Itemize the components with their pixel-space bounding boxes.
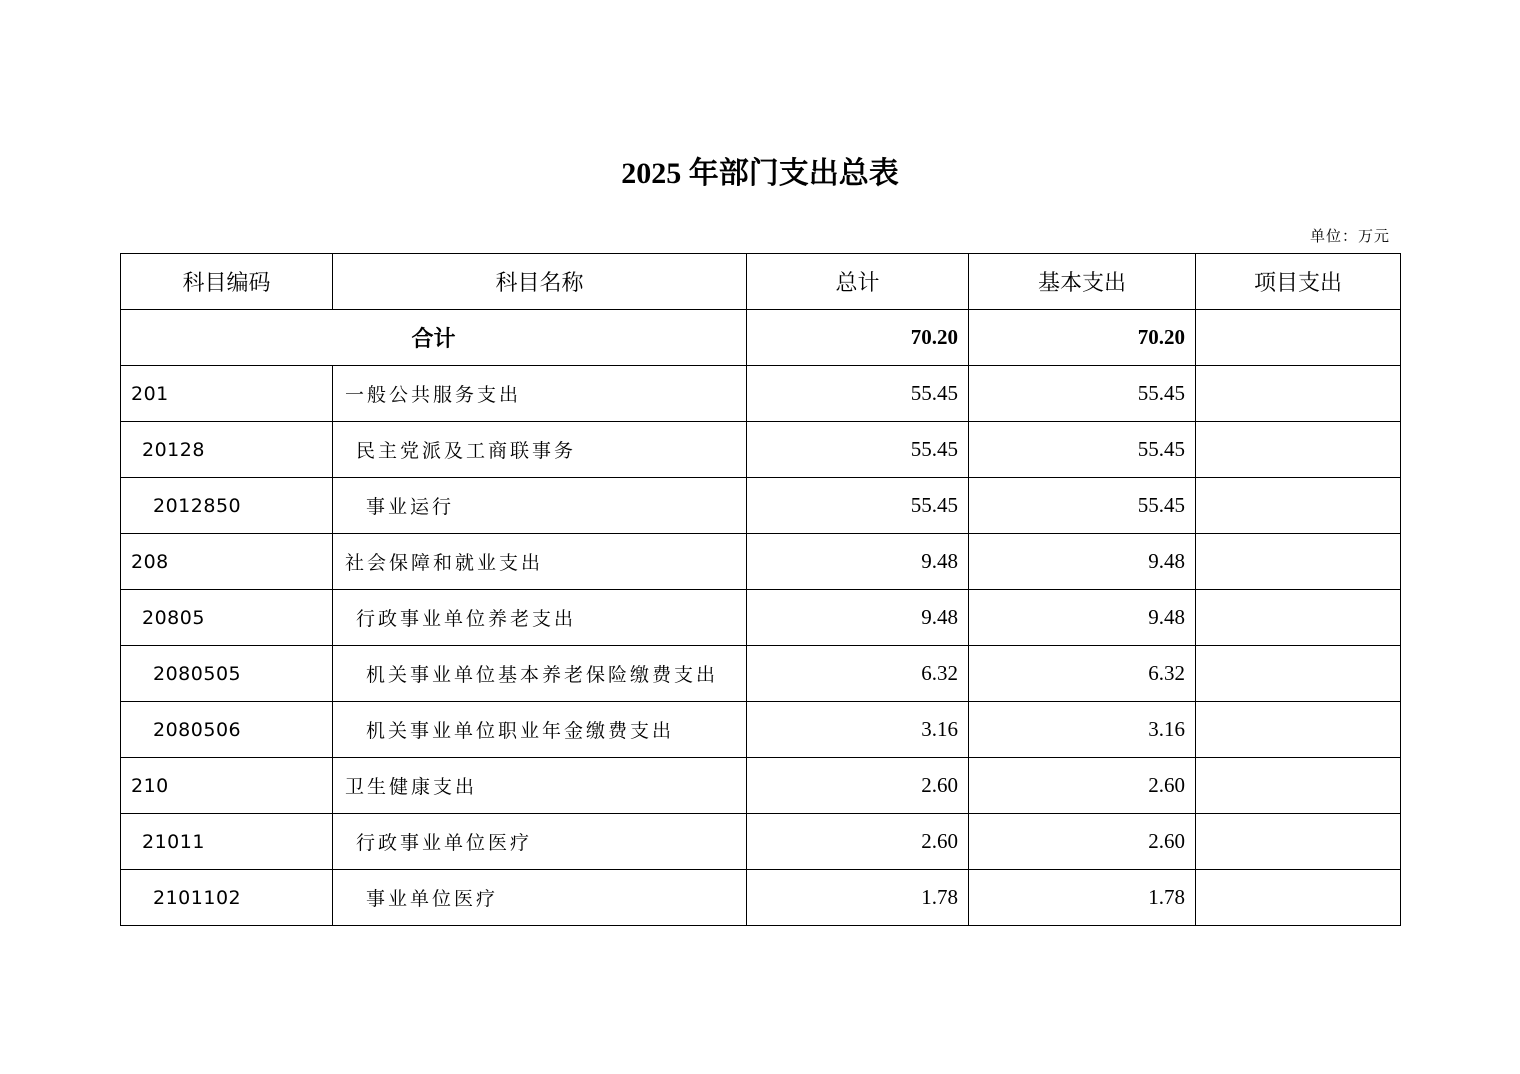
row-project (1196, 366, 1401, 422)
row-basic: 55.45 (969, 478, 1196, 534)
total-sum: 70.20 (747, 310, 969, 366)
row-project (1196, 534, 1401, 590)
table-row (121, 590, 1401, 646)
row-project (1196, 422, 1401, 478)
row-basic: 1.78 (969, 870, 1196, 926)
row-code: 20805 (121, 590, 333, 646)
table-row (121, 870, 1401, 926)
table-header-row (121, 254, 1401, 310)
row-name: 社会保障和就业支出 (333, 534, 747, 590)
row-name: 民主党派及工商联事务 (333, 422, 747, 478)
row-total: 2.60 (747, 814, 969, 870)
row-total: 9.48 (747, 590, 969, 646)
table-row (121, 534, 1401, 590)
header-project: 项目支出 (1196, 254, 1401, 310)
row-total: 55.45 (747, 422, 969, 478)
row-code: 2012850 (121, 478, 333, 534)
row-basic: 3.16 (969, 702, 1196, 758)
row-project (1196, 590, 1401, 646)
row-basic: 2.60 (969, 758, 1196, 814)
page-title: 2025 年部门支出总表 (621, 157, 899, 190)
row-code: 2080505 (121, 646, 333, 702)
total-basic: 70.20 (969, 310, 1196, 366)
table-row (121, 646, 1401, 702)
row-total: 55.45 (747, 366, 969, 422)
table-row (121, 422, 1401, 478)
row-code: 20128 (121, 422, 333, 478)
row-basic: 9.48 (969, 590, 1196, 646)
row-total: 3.16 (747, 702, 969, 758)
row-code: 210 (121, 758, 333, 814)
row-project (1196, 814, 1401, 870)
table-row (121, 758, 1401, 814)
row-name: 事业运行 (333, 478, 747, 534)
row-code: 2101102 (121, 870, 333, 926)
total-label: 合计 (121, 310, 747, 366)
expense-table (120, 253, 1401, 926)
total-project (1196, 310, 1401, 366)
row-code: 21011 (121, 814, 333, 870)
row-name: 卫生健康支出 (333, 758, 747, 814)
row-total: 55.45 (747, 478, 969, 534)
table-body (121, 310, 1401, 926)
row-basic: 55.45 (969, 422, 1196, 478)
row-code: 208 (121, 534, 333, 590)
header-basic: 基本支出 (969, 254, 1196, 310)
row-project (1196, 758, 1401, 814)
row-name: 一般公共服务支出 (333, 366, 747, 422)
table-row (121, 702, 1401, 758)
row-basic: 2.60 (969, 814, 1196, 870)
table-row (121, 478, 1401, 534)
row-project (1196, 478, 1401, 534)
row-project (1196, 646, 1401, 702)
row-total: 6.32 (747, 646, 969, 702)
row-total: 1.78 (747, 870, 969, 926)
row-name: 事业单位医疗 (333, 870, 747, 926)
table-row (121, 814, 1401, 870)
header-name: 科目名称 (333, 254, 747, 310)
row-name: 行政事业单位医疗 (333, 814, 747, 870)
total-row (121, 310, 1401, 366)
unit-label: 单位：万元 (1309, 227, 1390, 245)
row-basic: 6.32 (969, 646, 1196, 702)
row-project (1196, 870, 1401, 926)
row-total: 2.60 (747, 758, 969, 814)
row-name: 机关事业单位职业年金缴费支出 (333, 702, 747, 758)
header-code: 科目编码 (121, 254, 333, 310)
row-code: 2080506 (121, 702, 333, 758)
row-code: 201 (121, 366, 333, 422)
row-name: 机关事业单位基本养老保险缴费支出 (333, 646, 747, 702)
row-total: 9.48 (747, 534, 969, 590)
table-row (121, 366, 1401, 422)
row-basic: 55.45 (969, 366, 1196, 422)
row-name: 行政事业单位养老支出 (333, 590, 747, 646)
header-total: 总计 (747, 254, 969, 310)
row-project (1196, 702, 1401, 758)
row-basic: 9.48 (969, 534, 1196, 590)
